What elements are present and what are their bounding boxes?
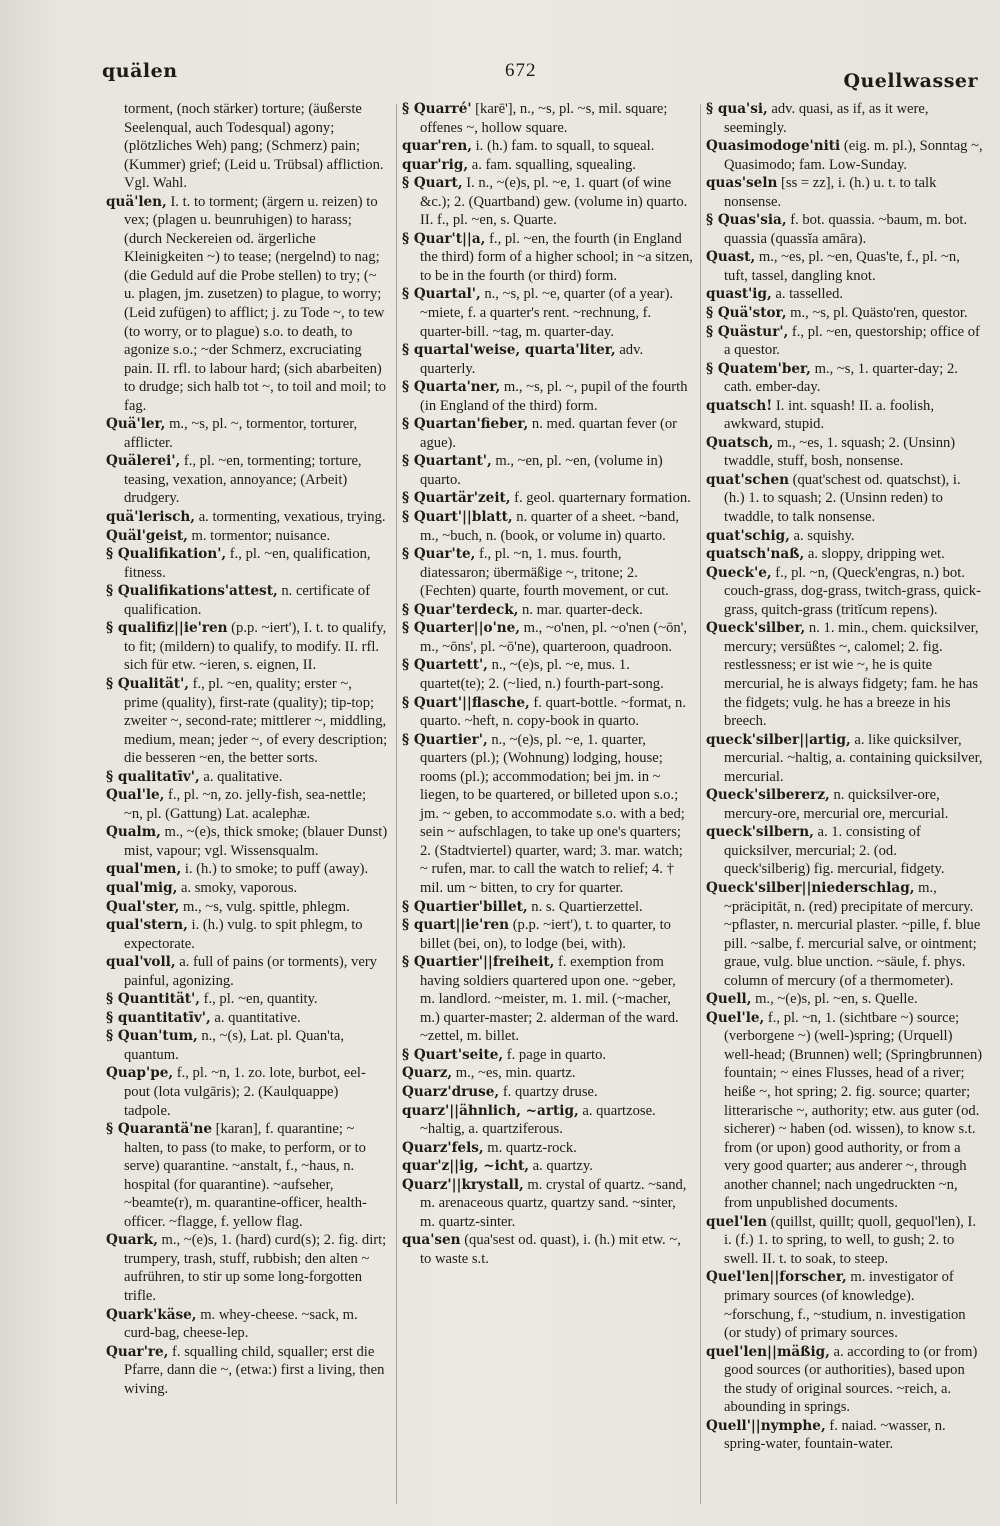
entry-headword: § Qualität', — [106, 675, 189, 692]
entry-headword: Quell, — [706, 991, 752, 1008]
entry-definition: f., pl. ~n, 1. (sichtbare ~) source; (verborgene ~) (well-)spring; (Urquell) well-head; (Brunnen) well; (Springbrunnen) fountain; ~ eines Flusses, head of a river; heiße ~, hot spring; 2. fig. source; quarter; litterarische ~, authority; etw. aus guter (od. sicherer) ~ haben (od. wissen), to know s.t. from (or upon) good authority, or from a very good quarter; aus anderer ~, through another channel; nach ungedruckten ~n, from unpublished documents. — [724, 1009, 983, 1212]
entry-headword: § Quantität', — [106, 991, 200, 1008]
dictionary-entry — [706, 360, 984, 397]
dictionary-entry — [706, 100, 984, 137]
entry-headword: Qualm, — [106, 824, 161, 841]
dictionary-entry — [402, 452, 694, 489]
entry-headword: § quantitatīv', — [106, 1009, 211, 1026]
entry-definition: m., ~es, pl. ~en, Quas'te, f., pl. ~n, tuft, tassel, dangling knot. — [724, 249, 960, 284]
entry-headword: quar'z||ig, ~icht, — [402, 1158, 529, 1175]
dictionary-entry — [402, 285, 694, 341]
entry-headword: § Quart'||flasche, — [402, 694, 530, 711]
dictionary-entry — [402, 415, 694, 452]
column-3 — [706, 100, 984, 1510]
entry-headword: Quarz'druse, — [402, 1083, 500, 1100]
entry-definition: m., ~o'nen, pl. ~o'nen (~ōn', m., ~ōns', pl. ~ō'ne), quarteroon, quadroon. — [420, 620, 687, 655]
entry-headword: § Quart'seite, — [402, 1046, 504, 1063]
entry-headword: queck'silbern, — [706, 824, 814, 841]
entry-definition: f. exemption from having soldiers quartered upon one. ~geber, m. landlord. ~meister, m. 1. mil. (~macher, m.) quarter-master; 2. alderman of the ward. ~zettel, m. billet. — [420, 954, 679, 1045]
entry-headword: Quast, — [706, 249, 756, 266]
entry-headword: qua'sen — [402, 1232, 461, 1249]
entry-definition: (p.p. ~iert'), I. t. to qualify, to fit; (mildern) to qualify, to modify. II. rfl. sich für etw. ~ieren, s. eignen, II. — [124, 620, 387, 674]
entry-definition: f. quartzy druse. — [499, 1083, 598, 1100]
dictionary-entry — [706, 1268, 984, 1342]
entry-headword: § qualitatīv', — [106, 768, 200, 785]
dictionary-entry — [402, 1083, 694, 1102]
entry-definition: n. quarter of a sheet. ~band, m., ~buch, n. (book, or volume in) quarto. — [420, 509, 679, 544]
entry-headword: Quatsch, — [706, 434, 774, 451]
entry-definition: i. (h.) to smoke; to puff (away). — [181, 861, 369, 878]
dictionary-entry — [706, 1417, 984, 1454]
dictionary-entry — [106, 619, 388, 675]
entry-definition: m., ~s, pl. Quästo'ren, questor. — [786, 305, 968, 322]
dictionary-entry — [106, 768, 388, 787]
dictionary-entry — [106, 860, 388, 879]
entry-headword: Queck'silber||niederschlag, — [706, 879, 915, 896]
entry-definition: m., ~(e)s, 1. (hard) curd(s); 2. fig. dirt; trumpery, trash, stuff, rubbish; den alten ~ aufrühren, to stir up some long-forgotten trifle. — [124, 1232, 387, 1304]
entry-headword: Queck'e, — [706, 564, 772, 581]
dictionary-entry — [402, 378, 694, 415]
entry-headword: § Quarantä'ne — [106, 1121, 213, 1138]
entry-definition: n. s. Quartierzettel. — [527, 898, 643, 915]
entry-headword: quat'schig, — [706, 527, 790, 544]
entry-definition: n. med. quartan fever (or ague). — [420, 416, 677, 451]
entry-definition: i. (h.) fam. to squall, to squeal. — [471, 138, 655, 155]
entry-definition: m., ~s, pl. ~, pupil of the fourth (in England of the third) form. — [420, 379, 688, 414]
dictionary-entry — [106, 953, 388, 990]
dictionary-entry — [706, 211, 984, 248]
entry-definition: (eig. m. pl.), Sonntag ~, Quasimodo; fam. Low-Sunday. — [724, 138, 983, 173]
dictionary-entry — [402, 137, 694, 156]
entry-definition: n. 1. min., chem. quicksilver, mercury; versüßtes ~, calomel; 2. fig. restlessness; er ist wie ~, he is quite mercurial, he is always fidgety; fam. he has the fidgets; vulg. he has a breeze in his breech. — [724, 620, 979, 730]
entry-headword: Quar're, — [106, 1343, 169, 1360]
entry-definition: (p.p. ~iert'), t. to quarter, to billet (bei, on), to lodge (bei, with). — [420, 917, 671, 952]
entry-definition: m. quartz-rock. — [483, 1139, 577, 1156]
entry-headword: quä'len, — [106, 193, 167, 210]
dictionary-entry — [402, 619, 694, 656]
entry-definition: m., ~(e)s, pl. ~en, s. Quelle. — [751, 991, 918, 1008]
entry-definition: n., ~(e)s, pl. ~e, mus. 1. quartet(te); 2. (~lied, n.) fourth-part-song. — [420, 657, 664, 692]
entry-definition: a. sloppy, dripping wet. — [804, 546, 945, 563]
page-header — [0, 56, 1000, 96]
entry-definition: f. geol. quarternary formation. — [510, 490, 691, 507]
entry-definition: m., ~präcipitāt, n. (red) precipitate of mercury. ~pflaster, n. mercurial plaster. ~pille, f. blue pill. ~salbe, f. mercurial salve, or ointment; graue, vulg. blue unction. ~säule, f. phys. column of mercury (of a thermometer). — [724, 879, 981, 989]
entry-headword: Quäl'geist, — [106, 527, 188, 544]
entry-headword: § Quartan'fieber, — [402, 416, 529, 433]
entry-headword: Queck'silbererz, — [706, 787, 830, 804]
entry-definition: f., pl. ~en, qualification, fitness. — [124, 546, 371, 581]
dictionary-entry — [402, 341, 694, 378]
entry-definition: a. like quicksilver, mercurial. ~haltig, a. containing quicksilver, mercurial. — [724, 731, 983, 785]
entry-headword: § Quatem'ber, — [706, 360, 811, 377]
dictionary-entry — [706, 248, 984, 285]
dictionary-entry — [106, 415, 388, 452]
entry-definition: f., pl. ~n, (Queck'engras, n.) bot. couch-grass, dog-grass, twitch-grass, quick-grass, quitch-grass (tritĭcum repens). — [724, 564, 981, 618]
dictionary-entry — [402, 898, 694, 917]
entry-headword: § Quar'terdeck, — [402, 601, 519, 618]
entry-headword: § Quartier'billet, — [402, 898, 528, 915]
entry-headword: § Qualifikation', — [106, 546, 227, 563]
dictionary-entry — [402, 656, 694, 693]
entry-headword: § Quart, — [402, 175, 463, 192]
entry-headword: qual'men, — [106, 861, 182, 878]
entry-definition: a. quartzose. ~haltig, a. quartziferous. — [420, 1102, 656, 1138]
page-number: 672 — [505, 60, 537, 81]
dictionary-entry — [706, 823, 984, 879]
dictionary-entry — [706, 564, 984, 620]
entry-definition: f., pl. ~en, tormenting; torture, teasing, vexation, annoyance; (Arbeit) drudgery. — [124, 453, 362, 507]
dictionary-entry — [706, 434, 984, 471]
column-1 — [106, 100, 388, 1510]
dictionary-entry — [106, 1027, 388, 1064]
entry-definition: a. according to (or from) good sources (or authorities), based upon the study of original sources. ~reich, a. abounding in springs. — [724, 1343, 978, 1416]
entry-definition: n. quicksilver-ore, mercury-ore, mercurial ore, mercurial. — [724, 787, 949, 822]
entry-headword: quel'len — [706, 1213, 768, 1230]
entry-definition: a. quantitative. — [210, 1009, 301, 1026]
dictionary-entry — [106, 508, 388, 527]
entry-headword: § Quas'sia, — [706, 212, 787, 229]
entry-definition: a. tasselled. — [771, 286, 844, 303]
dictionary-entry — [706, 545, 984, 564]
entry-definition: f. quart-bottle. ~format, n. quarto. ~heft, n. copy-book in quarto. — [420, 694, 686, 730]
entry-headword: Quasimodoge'niti — [706, 138, 841, 155]
entry-headword: § quart||ie'ren — [402, 917, 510, 934]
entry-definition: a. full of pains (or torments), very painful, agonizing. — [124, 954, 377, 989]
dictionary-entry — [402, 489, 694, 508]
dictionary-entry — [106, 675, 388, 768]
dictionary-entry — [402, 230, 694, 286]
entry-definition: [ss = zz], i. (h.) u. t. to talk nonsense. — [724, 175, 937, 210]
entry-definition: i. (h.) vulg. to spit phlegm, to expectorate. — [124, 917, 363, 952]
dictionary-entry — [106, 527, 388, 546]
dictionary-entry — [402, 1139, 694, 1158]
entry-definition: a. quartzy. — [529, 1158, 593, 1175]
entry-headword: quarz'||ähnlich, ~artig, — [402, 1102, 579, 1119]
entry-definition: m. investigator of primary sources (of knowledge). ~forschung, f., ~studium, n. investigation (or study) of primary sources. — [724, 1269, 966, 1342]
dictionary-entry — [106, 1009, 388, 1028]
dictionary-entry — [402, 1102, 694, 1139]
dictionary-entry — [106, 1231, 388, 1305]
entry-definition: m., ~(e)s, thick smoke; (blauer Dunst) mist, vapour; vgl. Wissensqualm. — [124, 824, 388, 859]
dictionary-entry — [106, 990, 388, 1009]
dictionary-entry — [106, 1120, 388, 1231]
entry-headword: Quark'käse, — [106, 1306, 197, 1323]
entry-definition: adv. quarterly. — [420, 342, 644, 377]
entry-headword: Qual'le, — [106, 787, 165, 804]
dictionary-entry — [402, 731, 694, 898]
entry-definition: n. mar. quarter-deck. — [518, 601, 643, 618]
dictionary-entry — [706, 1009, 984, 1213]
dictionary-entry — [706, 527, 984, 546]
dictionary-entry — [106, 193, 388, 416]
entry-headword: § Quartant', — [402, 453, 492, 470]
entry-definition: n., ~(s), Lat. pl. Quan'ta, quantum. — [124, 1028, 344, 1063]
entry-headword: Quark, — [106, 1232, 158, 1249]
column-2 — [402, 100, 694, 1510]
entry-definition: m., ~s, vulg. spittle, phlegm. — [179, 898, 350, 915]
entry-definition: m. whey-cheese. ~sack, m. curd-bag, cheese-lep. — [124, 1306, 358, 1342]
entry-headword: Queck'silber, — [706, 620, 806, 637]
dictionary-entry — [402, 545, 694, 601]
entry-headword: Quap'pe, — [106, 1065, 174, 1082]
dictionary-entry — [706, 397, 984, 434]
entry-definition: n. certificate of qualification. — [124, 583, 371, 618]
entry-definition: m., ~es, 1. squash; 2. (Unsinn) twaddle, stuff, bosh, nonsense. — [724, 434, 956, 470]
entry-headword: § Quarta'ner, — [402, 379, 501, 396]
entry-headword: Quarz, — [402, 1065, 453, 1082]
entry-definition: [karan], f. quarantine; ~ halten, to pass (to make, to perform, or to serve) quarantine. ~anstalt, f., ~haus, n. hospital (for quarantine). ~aufseher, ~beamte(r), m. quarantine-officer, health-officer. ~flagge, f. yellow flag. — [124, 1121, 367, 1230]
entry-definition: f., pl. ~en, quantity. — [199, 991, 318, 1008]
dictionary-entry — [706, 304, 984, 323]
entry-definition: f., pl. ~en, the fourth (in England the third) form of a higher school; in ~a sitzen, to be in the fourth (or third) form. — [420, 230, 693, 284]
entry-headword: Quälerei', — [106, 453, 181, 470]
entry-definition: m., ~es, min. quartz. — [452, 1065, 576, 1082]
dictionary-entry — [106, 582, 388, 619]
entry-definition: f. bot. quassia. ~baum, m. bot. quassia (quassĭa amāra). — [724, 212, 968, 247]
entry-headword: qual'mig, — [106, 879, 178, 896]
entry-headword: § qualifiz||ie'ren — [106, 620, 228, 637]
dictionary-entry — [106, 879, 388, 898]
entry-headword: Quarz'fels, — [402, 1139, 484, 1156]
dictionary-entry — [706, 619, 984, 730]
dictionary-entry — [706, 323, 984, 360]
entry-definition: m., ~s, 1. quarter-day; 2. cath. ember-day. — [724, 360, 958, 396]
column-divider — [700, 104, 701, 1504]
entry-definition: (quat'schest od. quatschst), i. (h.) 1. to squash; 2. (Unsinn reden) to twaddle, to talk nonsense. — [724, 471, 961, 526]
dictionary-entry — [706, 137, 984, 174]
entry-headword: Qual'ster, — [106, 898, 180, 915]
entry-definition: f. page in quarto. — [503, 1046, 607, 1063]
entry-headword: quas'seln — [706, 175, 778, 192]
entry-headword: § Quarré' — [402, 101, 472, 117]
entry-definition: f., pl. ~n, 1. mus. fourth, diatessaron; übermäßige ~, tritone; 2. (Fechten) quarte, fourth movement, or cut. — [420, 546, 669, 600]
dictionary-entry — [706, 990, 984, 1009]
entry-definition: f. naiad. ~wasser, n. spring-water, fountain-water. — [724, 1417, 946, 1453]
dictionary-entry — [706, 471, 984, 527]
entry-headword: § Quar't||a, — [402, 230, 486, 247]
dictionary-entry — [402, 100, 694, 137]
entry-definition: a. fam. squalling, squealing. — [468, 156, 636, 173]
entry-definition: (quillst, quillt; quoll, gequol'len), I. i. (f.) 1. to spring, to well, to gush; 2. to swell. II. t. to soak, to steep. — [724, 1213, 977, 1267]
entry-definition: a. 1. consisting of quicksilver, mercurial; 2. (od. queck'silberig) fig. mercurial, fidgety. — [724, 824, 945, 878]
left-running-headword: quälen — [102, 60, 178, 82]
entry-definition: f., pl. ~en, questorship; office of a questor. — [724, 323, 980, 359]
entry-headword: queck'silber||artig, — [706, 731, 851, 748]
entry-headword: Quel'len||forscher, — [706, 1269, 847, 1286]
column-divider — [396, 104, 397, 1504]
entry-headword: § Quartett', — [402, 657, 488, 674]
entry-headword: quel'len||mäßig, — [706, 1343, 830, 1360]
entry-headword: § qua'si, — [706, 101, 768, 117]
dictionary-entry — [706, 879, 984, 990]
dictionary-entry — [402, 953, 694, 1046]
dictionary-entry — [402, 601, 694, 620]
dictionary-entry — [402, 1064, 694, 1083]
entry-headword: Quä'ler, — [106, 416, 166, 433]
entry-headword: quast'ig, — [706, 286, 772, 303]
entry-definition: I. t. to torment; (ärgern u. reizen) to vex; (plagen u. beunruhigen) to harass; (durch Neckereien od. ärgerliche Kleinigkeiten ~) to tease; (nergelnd) to nag; (die Geduld auf die Probe stellen) to try; (~ u. plagen, jm. zusetzen) to plague, to worry; (Leid zufügen) to afflict; j. zu Tode ~, to tew (to worry, or to plague) s.o. to death, to agonize s.o.; ~der Schmerz, excruciating pain. II. rfl. to labour hard; (sich abarbeiten) to drudge; sich halb tot ~, to toil and moil; to fag. — [124, 193, 387, 414]
entry-definition: m. tormentor; nuisance. — [187, 527, 331, 544]
dictionary-entry — [706, 731, 984, 787]
dictionary-entry — [402, 1176, 694, 1232]
entry-definition: a. squishy. — [789, 527, 855, 544]
dictionary-entry — [106, 1306, 388, 1343]
entry-headword: Quarz'||krystall, — [402, 1176, 524, 1193]
dictionary-entry — [402, 156, 694, 175]
dictionary-entry — [706, 174, 984, 211]
entry-headword: Quell'||nymphe, — [706, 1417, 826, 1434]
entry-definition: m. crystal of quartz. ~sand, m. arenaceous quartz, quartzy sand. ~sinter, m. quartz-sinter. — [420, 1176, 687, 1230]
entry-definition: f. squalling child, squaller; erst die Pfarre, dann die ~, (etwa:) first a living, then wiving. — [124, 1343, 385, 1397]
dictionary-entry — [402, 174, 694, 230]
entry-headword: § Quart'||blatt, — [402, 509, 513, 526]
entry-headword: § Quan'tum, — [106, 1028, 198, 1045]
entry-headword: quar'ren, — [402, 138, 472, 155]
entry-headword: § Quartal', — [402, 286, 481, 303]
entry-definition: a. tormenting, vexatious, trying. — [195, 509, 386, 526]
entry-definition: (qua'sest od. quast), i. (h.) mit etw. ~, to waste s.t. — [420, 1232, 681, 1267]
entry-headword: § Quar'te, — [402, 546, 476, 563]
right-running-headword: Quellwasser — [843, 70, 978, 92]
entry-definition: n., ~(e)s, pl. ~e, 1. quarter, quarters (pl.); (Wohnung) lodging, house; rooms (pl.); accommodation; bei jm. in ~ liegen, to be quartered, or billeted upon s.o.; jm. ~ geben, to accommodate s.o. with a bed; sein ~ aufschlagen, to take up one's quarters; 2. (Stadtviertel) quarter, ward; 3. mar. watch; ~ rufen, mar. to call the watch to relief; 4. † mil. um ~ bitten, to cry for quarter. — [420, 731, 685, 896]
dictionary-entry — [106, 786, 388, 823]
entry-headword: quatsch! — [706, 397, 773, 414]
entry-definition: f., pl. ~n, zo. jelly-fish, sea-nettle; ~n, pl. (Gattung) Lat. acalephæ. — [124, 787, 367, 822]
entry-headword: quar'rig, — [402, 156, 469, 173]
entry-headword: § Quä'stor, — [706, 305, 787, 322]
entry-headword: § Quarter||o'ne, — [402, 620, 521, 637]
dictionary-entry — [106, 916, 388, 953]
dictionary-entry — [706, 285, 984, 304]
dictionary-entry — [402, 508, 694, 545]
dictionary-entry — [402, 916, 694, 953]
entry-headword: § Quartier'||freiheit, — [402, 954, 555, 971]
dictionary-entry — [402, 694, 694, 731]
entry-definition: I. n., ~(e)s, pl. ~e, 1. quart (of wine &c.); 2. (Quartband) gew. (volume in) quarto. II. f., pl. ~en, s. Quarte. — [420, 175, 688, 229]
entry-headword: quä'lerisch, — [106, 509, 196, 526]
dictionary-entry — [402, 1157, 694, 1176]
entry-definition: f., pl. ~n, 1. zo. lote, burbot, eel-pout (lota vulgāris); 2. (Kaulquappe) tadpole. — [124, 1065, 366, 1119]
entry-definition: [karē'], n., ~s, pl. ~s, mil. square; offenes ~, hollow square. — [420, 101, 668, 136]
dictionary-entry — [402, 1046, 694, 1065]
entry-definition: adv. quasi, as if, as it were, seemingly. — [724, 101, 929, 136]
dictionary-entry — [106, 545, 388, 582]
dictionary-entry — [106, 823, 388, 860]
entry-definition: m., ~s, pl. ~, tormentor, torturer, afflicter. — [124, 416, 358, 451]
entry-headword: § quartal'weise, quarta'liter, — [402, 342, 616, 359]
entry-headword: § Qualifikations'attest, — [106, 583, 278, 600]
entry-headword: § Quartier', — [402, 731, 488, 748]
entry-headword: Quel'le, — [706, 1009, 765, 1026]
dictionary-entry — [106, 1343, 388, 1399]
dictionary-entry — [706, 1213, 984, 1269]
dictionary-entry — [106, 100, 388, 193]
entry-headword: quat'schen — [706, 471, 789, 488]
dictionary-entry — [106, 452, 388, 508]
dictionary-entry — [402, 1231, 694, 1268]
dictionary-entry — [106, 1064, 388, 1120]
entry-headword: § Quästur', — [706, 323, 789, 340]
entry-definition: a. qualitative. — [199, 768, 283, 785]
entry-definition: m., ~en, pl. ~en, (volume in) quarto. — [420, 453, 663, 488]
entry-definition: f., pl. ~en, quality; erster ~, prime (quality), first-rate (quality); tip-top; zweiter ~, second-rate; mittlerer ~, middling, medium, mean; jeder ~, of every description; die besseren ~en, the better sorts. — [124, 675, 388, 767]
entry-definition: n., ~s, pl. ~e, quarter (of a year). ~miete, f. a quarter's rent. ~rechnung, f. quarter-bill. ~tag, m. quarter-day. — [420, 286, 674, 340]
entry-definition: I. int. squash! II. a. foolish, awkward, stupid. — [724, 397, 934, 433]
entry-headword: § Quartär'zeit, — [402, 490, 511, 507]
entry-headword: qual'voll, — [106, 954, 176, 971]
entry-headword: qual'stern, — [106, 917, 188, 934]
dictionary-entry — [706, 786, 984, 823]
dictionary-entry — [106, 898, 388, 917]
entry-definition: torment, (noch stärker) torture; (äußerste Seelenqual, auch Todesqual) agony; (plötzliches Weh) pang; (Schmerz) pain; (Kummer) grief; (Leid u. Trübsal) affliction. Vgl. Wahl. — [124, 101, 384, 192]
entry-headword: quatsch'naß, — [706, 546, 805, 563]
dictionary-entry — [706, 1343, 984, 1417]
entry-definition: a. smoky, vaporous. — [177, 879, 298, 896]
